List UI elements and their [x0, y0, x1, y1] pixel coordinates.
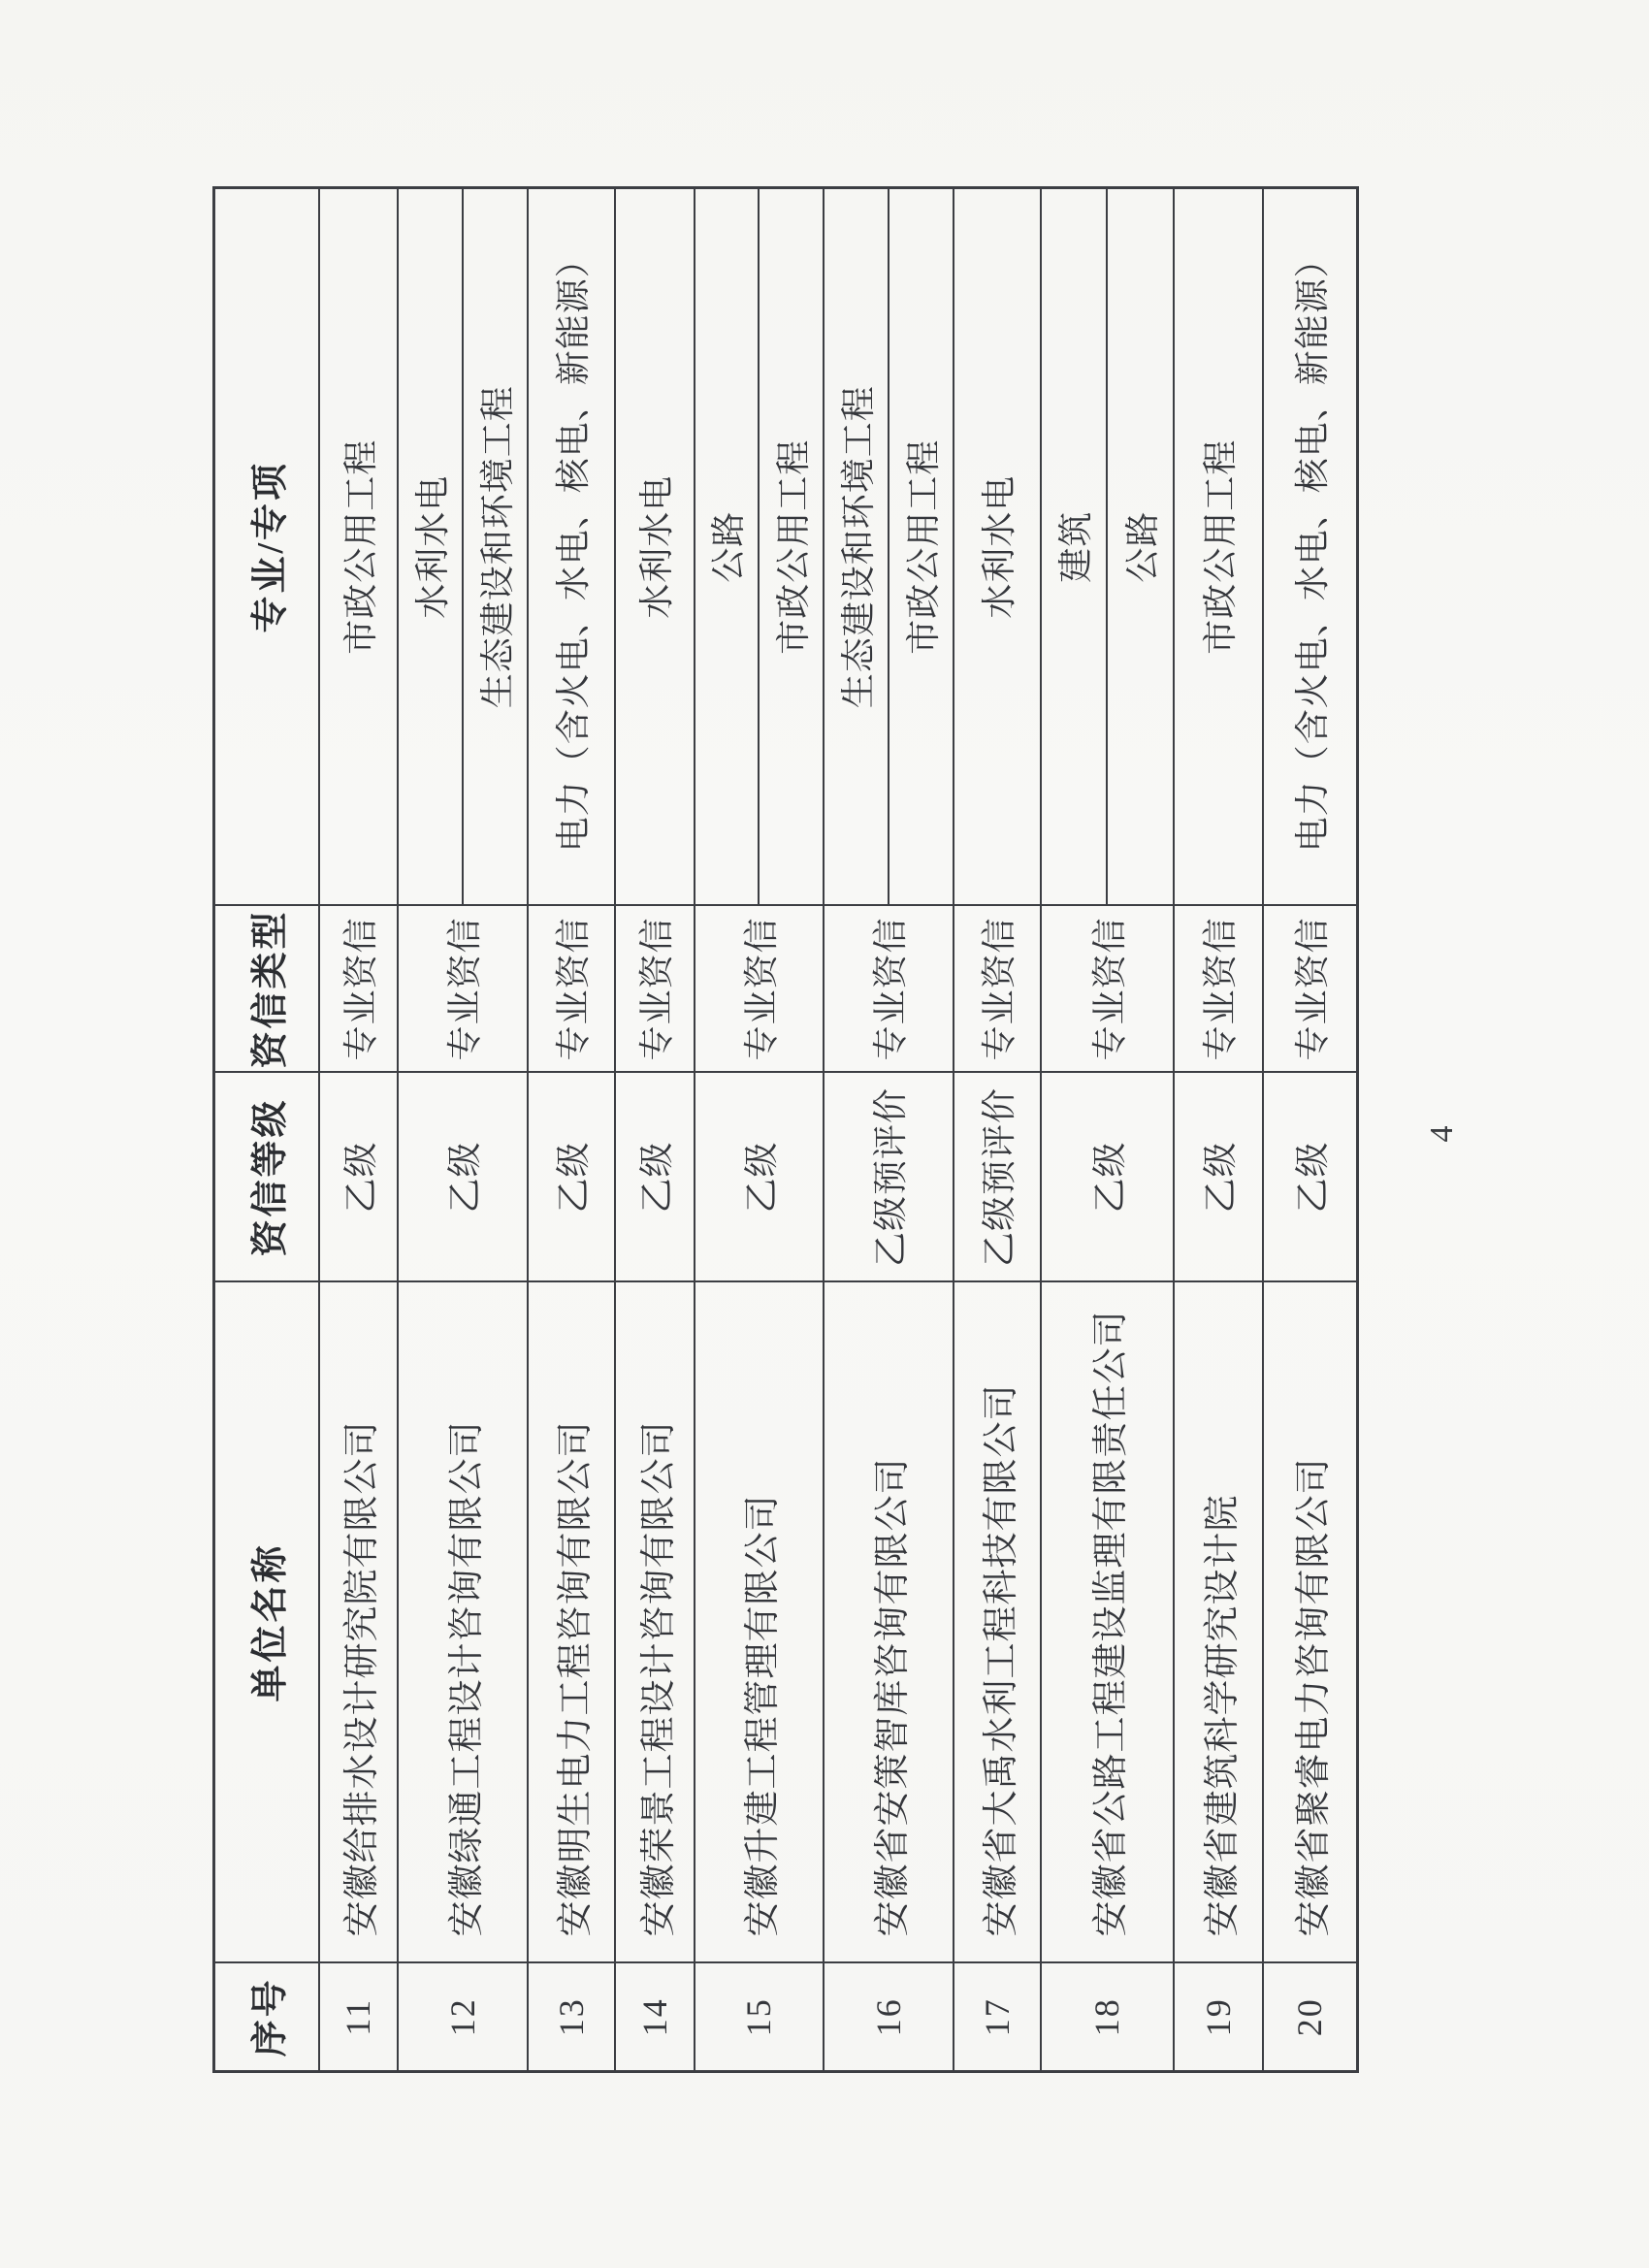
table-row	[615, 188, 695, 2072]
table-body	[319, 188, 1358, 2072]
cell-credit-type: 专业资信	[695, 906, 824, 1073]
cell-company-name: 安徽省聚睿电力咨询有限公司	[1263, 1282, 1358, 1963]
table-row	[319, 188, 398, 2072]
cell-credit-type: 专业资信	[1174, 906, 1263, 1073]
cell-credit-type: 专业资信	[615, 906, 695, 1073]
specialty-entry: 生态建设和环境工程	[838, 385, 878, 709]
specialty-entry: 建筑	[1056, 510, 1096, 583]
table-row	[1174, 188, 1263, 2072]
credit-rating-table	[212, 186, 1359, 2073]
cell-company-name: 安徽省建筑科学研究设计院	[1174, 1282, 1263, 1963]
cell-credit-grade: 乙级	[1263, 1073, 1358, 1282]
page-number: 4	[1424, 1125, 1460, 1143]
cell-credit-type: 专业资信	[398, 906, 528, 1073]
cell-credit-grade: 乙级	[1041, 1073, 1174, 1282]
header-specialty: 专业/专项	[214, 188, 319, 906]
cell-credit-grade: 乙级预评价	[824, 1073, 954, 1282]
cell-serial-number: 15	[695, 1963, 824, 2072]
cell-credit-type: 专业资信	[954, 906, 1041, 1073]
cell-specialties: 水利水电	[615, 188, 695, 906]
cell-credit-grade: 乙级	[615, 1073, 695, 1282]
cell-serial-number: 17	[954, 1963, 1041, 2072]
cell-serial-number: 16	[824, 1963, 954, 2072]
cell-credit-grade: 乙级	[528, 1073, 615, 1282]
cell-company-name: 安徽明生电力工程咨询有限公司	[528, 1282, 615, 1963]
specialty-entry: 生态建设和环境工程	[462, 189, 527, 905]
cell-specialties: 市政公用工程	[1174, 188, 1263, 906]
cell-company-name: 安徽荣景工程设计咨询有限公司	[615, 1282, 695, 1963]
cell-credit-grade: 乙级预评价	[954, 1073, 1041, 1282]
table-row	[528, 188, 615, 2072]
header-credit-grade: 资信等级	[214, 1073, 319, 1282]
cell-specialties: 市政公用工程	[319, 188, 398, 906]
cell-credit-grade: 乙级	[695, 1073, 824, 1282]
cell-serial-number: 19	[1174, 1963, 1263, 2072]
cell-company-name: 安徽省公路工程建设监理有限责任公司	[1041, 1282, 1174, 1963]
cell-credit-grade: 乙级	[319, 1073, 398, 1282]
cell-company-name: 安徽给排水设计研究院有限公司	[319, 1282, 398, 1963]
header-serial-number: 序号	[214, 1963, 319, 2072]
cell-credit-type: 专业资信	[1263, 906, 1358, 1073]
header-company-name: 单位名称	[214, 1282, 319, 1963]
cell-serial-number: 13	[528, 1963, 615, 2072]
specialty-entry: 市政公用工程	[758, 189, 823, 905]
cell-specialties	[824, 188, 954, 906]
specialty-entry: 公路	[709, 510, 749, 583]
cell-company-name: 安徽省安策智库咨询有限公司	[824, 1282, 954, 1963]
cell-serial-number: 11	[319, 1963, 398, 2072]
cell-company-name: 安徽升建工程管理有限公司	[695, 1282, 824, 1963]
cell-credit-grade: 乙级	[1174, 1073, 1263, 1282]
cell-serial-number: 20	[1263, 1963, 1358, 2072]
table-header-row	[214, 188, 319, 2072]
cell-credit-type: 专业资信	[319, 906, 398, 1073]
cell-specialties: 电力（含火电、水电、核电、新能源）	[528, 188, 615, 906]
table-row	[824, 188, 954, 2072]
header-credit-type: 资信类型	[214, 906, 319, 1073]
cell-credit-type: 专业资信	[824, 906, 954, 1073]
cell-serial-number: 12	[398, 1963, 528, 2072]
cell-specialties: 水利水电	[954, 188, 1041, 906]
cell-specialties	[398, 188, 528, 906]
cell-serial-number: 14	[615, 1963, 695, 2072]
specialty-entry: 市政公用工程	[888, 189, 953, 905]
cell-specialties: 电力（含火电、水电、核电、新能源）	[1263, 188, 1358, 906]
cell-specialties	[1041, 188, 1174, 906]
cell-credit-grade: 乙级	[398, 1073, 528, 1282]
table-row	[398, 188, 528, 2072]
cell-credit-type: 专业资信	[528, 906, 615, 1073]
cell-credit-type: 专业资信	[1041, 906, 1174, 1073]
table-row	[1041, 188, 1174, 2072]
table-row	[1263, 188, 1358, 2072]
cell-company-name: 安徽省大禹水利工程科技有限公司	[954, 1282, 1041, 1963]
cell-specialties	[695, 188, 824, 906]
specialty-entry: 水利水电	[412, 474, 452, 619]
table-row	[695, 188, 824, 2072]
specialty-entry: 公路	[1106, 189, 1173, 905]
cell-company-name: 安徽绿通工程设计咨询有限公司	[398, 1282, 528, 1963]
table-row	[954, 188, 1041, 2072]
cell-serial-number: 18	[1041, 1963, 1174, 2072]
